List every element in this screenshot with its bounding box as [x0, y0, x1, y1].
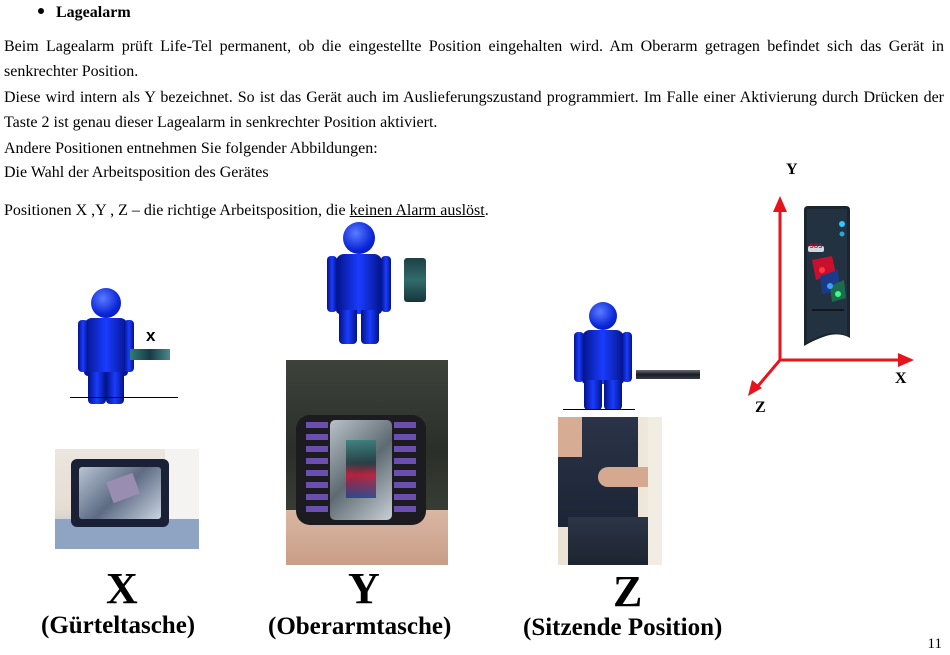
p5-suffix: . — [484, 202, 489, 219]
person-leg-left — [584, 380, 602, 410]
person-head — [91, 288, 121, 318]
section-heading — [38, 4, 131, 22]
device-horizontal-x — [130, 349, 170, 360]
person-leg-right — [106, 372, 124, 404]
person-leg-left — [88, 372, 106, 404]
device-horizontal-z — [636, 370, 700, 379]
heading-text: Lagealarm — [56, 4, 131, 21]
paragraph-3: Andere Positionen entnehmen Sie folgender Abbildungen: — [4, 140, 378, 157]
axis-y-label: Y — [786, 161, 798, 178]
person-arm-left — [574, 332, 584, 382]
paragraph-1: Beim Lagealarm prüft Life-Tel permanent, ob die eingestellte Position eingehalten wird. Am Oberarm getragen befindet sich das Gerät in senkrechter Position. — [4, 38, 944, 80]
person-figure-y — [327, 222, 391, 344]
caption-y: (Oberarmtasche) — [268, 613, 452, 640]
photo-sitting — [558, 417, 662, 565]
person-arm-left — [327, 256, 337, 312]
person-arm-right — [622, 332, 632, 382]
ground-line-z — [563, 409, 635, 410]
axis-x-label: X — [895, 370, 907, 387]
person-figure-z — [574, 302, 632, 412]
photo-belt-pouch — [55, 449, 199, 549]
page-number: 11 — [927, 636, 942, 652]
photo-arm-band — [286, 360, 448, 565]
caption-x: (Gürteltasche) — [41, 612, 196, 639]
device-illustration — [804, 206, 850, 346]
person-figure-x — [78, 288, 134, 406]
person-leg-right — [361, 310, 379, 344]
ground-line-x — [70, 397, 178, 398]
p5-underlined: keinen Alarm auslöst — [349, 202, 485, 219]
person-torso — [84, 318, 128, 376]
person-arm-left — [78, 320, 88, 372]
device-vertical-y — [404, 258, 426, 302]
person-head — [343, 222, 375, 254]
person-leg-left — [339, 310, 357, 344]
paragraph-4: Die Wahl der Arbeitsposition des Gerätes — [4, 164, 269, 181]
person-leg-right — [604, 380, 622, 410]
person-arm-right — [381, 256, 391, 312]
person-torso — [336, 254, 382, 314]
caption-z: (Sitzende Position) — [523, 614, 723, 641]
position-letter-z: Z — [613, 567, 643, 616]
axis-z-label: Z — [755, 399, 766, 416]
bullet-icon — [38, 8, 44, 14]
axis-diagram — [740, 190, 920, 410]
person-torso — [582, 330, 624, 384]
paragraph-2: Diese wird intern als Y bezeichnet. So ist das Gerät auch im Auslieferungszustand programmiert. Im Falle einer Aktivierung durch Drücken der Taste 2 ist genau dieser Lagealarm in senkrechter Position aktiviert. — [4, 89, 944, 131]
axis-z-arrow — [748, 360, 780, 396]
small-x-label: x — [146, 326, 156, 345]
position-letter-y: Y — [348, 564, 380, 613]
person-arm-right — [124, 320, 134, 372]
person-head — [589, 302, 617, 330]
axis-x-arrow — [780, 353, 914, 367]
axis-y-arrow — [773, 196, 787, 360]
position-letter-x: X — [106, 564, 138, 613]
device-sos-badge: SOS — [809, 244, 823, 250]
p5-prefix: Positionen X ,Y , Z – die richtige Arbeitsposition, die — [4, 202, 350, 219]
